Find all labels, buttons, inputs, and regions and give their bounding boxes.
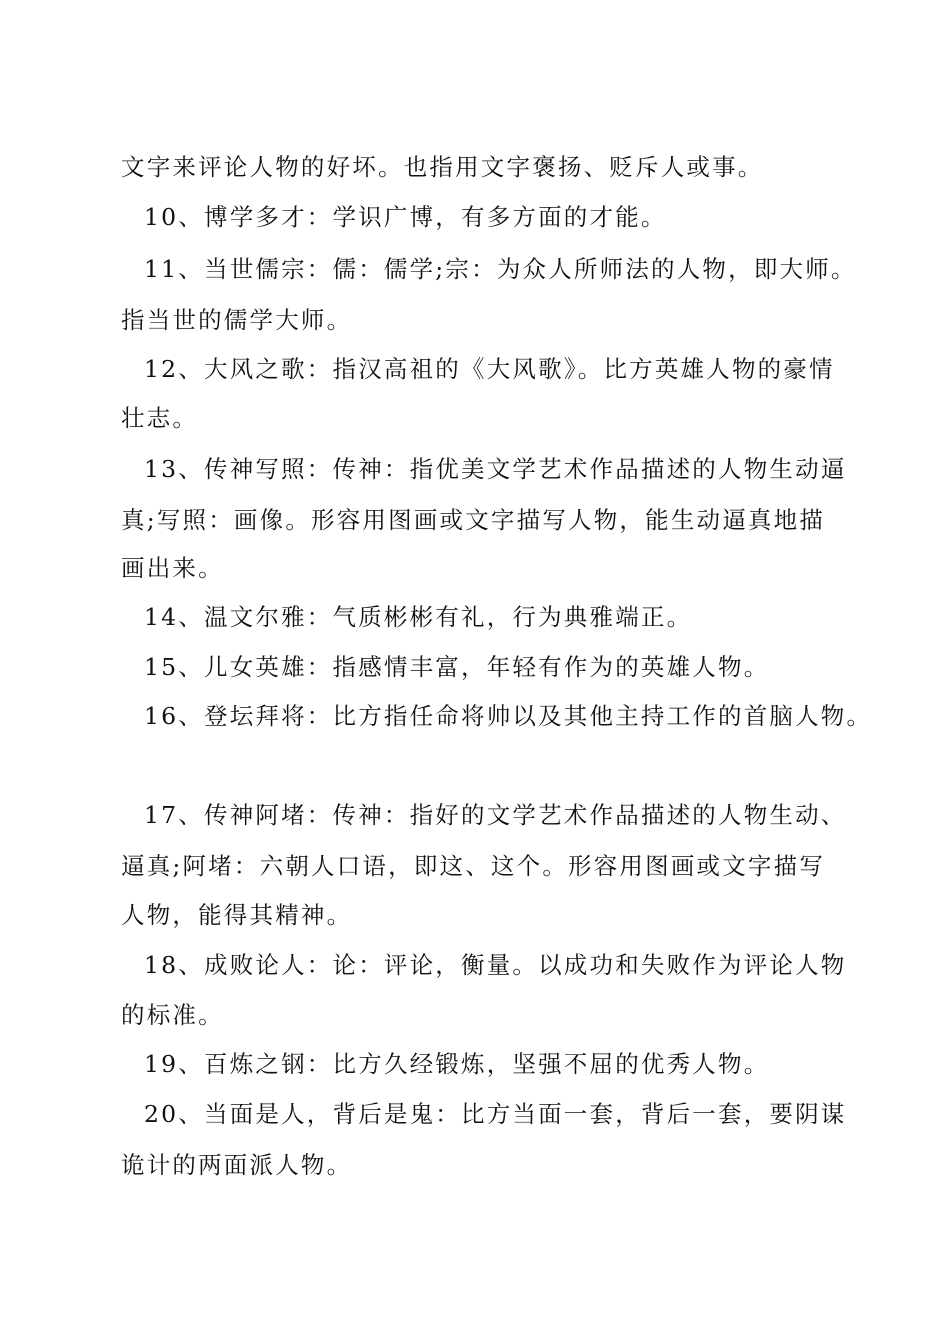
entry-12: 12、大风之歌：指汉高祖的《大风歌》。比方英雄人物的豪情 xyxy=(144,355,835,383)
entry-13-continuation-2: 画出来。 xyxy=(121,554,224,582)
entry-15: 15、儿女英雄：指感情丰富，年轻有作为的英雄人物。 xyxy=(144,653,770,681)
entry-19: 19、百炼之钢：比方久经锻炼，坚强不屈的优秀人物。 xyxy=(144,1050,770,1078)
entry-13: 13、传神写照：传神：指优美文学艺术作品描述的人物生动逼 xyxy=(144,455,847,483)
entry-14: 14、温文尔雅：气质彬彬有礼，行为典雅端正。 xyxy=(144,603,693,631)
entry-11-continuation: 指当世的儒学大师。 xyxy=(121,306,353,334)
entry-17-continuation-2: 人物，能得其精神。 xyxy=(121,901,353,929)
entry-17: 17、传神阿堵：传神：指好的文学艺术作品描述的人物生动、 xyxy=(144,801,847,829)
text-line-continuation: 文字来评论人物的好坏。也指用文字褒扬、贬斥人或事。 xyxy=(121,153,764,181)
entry-17-continuation-1: 逼真;阿堵：六朝人口语，即这、这个。形容用图画或文字描写 xyxy=(121,852,826,880)
entry-20-continuation: 诡计的两面派人物。 xyxy=(121,1151,353,1179)
entry-18: 18、成败论人：论：评论，衡量。以成功和失败作为评论人物 xyxy=(144,951,847,979)
entry-18-continuation: 的标准。 xyxy=(121,1001,224,1029)
entry-10: 10、博学多才：学识广博，有多方面的才能。 xyxy=(144,203,667,231)
entry-16: 16、登坛拜将：比方指任命将帅以及其他主持工作的首脑人物。 xyxy=(144,702,873,730)
entry-13-continuation-1: 真;写照：画像。形容用图画或文字描写人物，能生动逼真地描 xyxy=(121,506,826,534)
entry-20: 20、当面是人，背后是鬼：比方当面一套，背后一套，要阴谋 xyxy=(144,1100,847,1128)
entry-12-continuation: 壮志。 xyxy=(121,404,199,432)
entry-11: 11、当世儒宗：儒：儒学;宗：为众人所师法的人物，即大师。 xyxy=(144,255,857,283)
